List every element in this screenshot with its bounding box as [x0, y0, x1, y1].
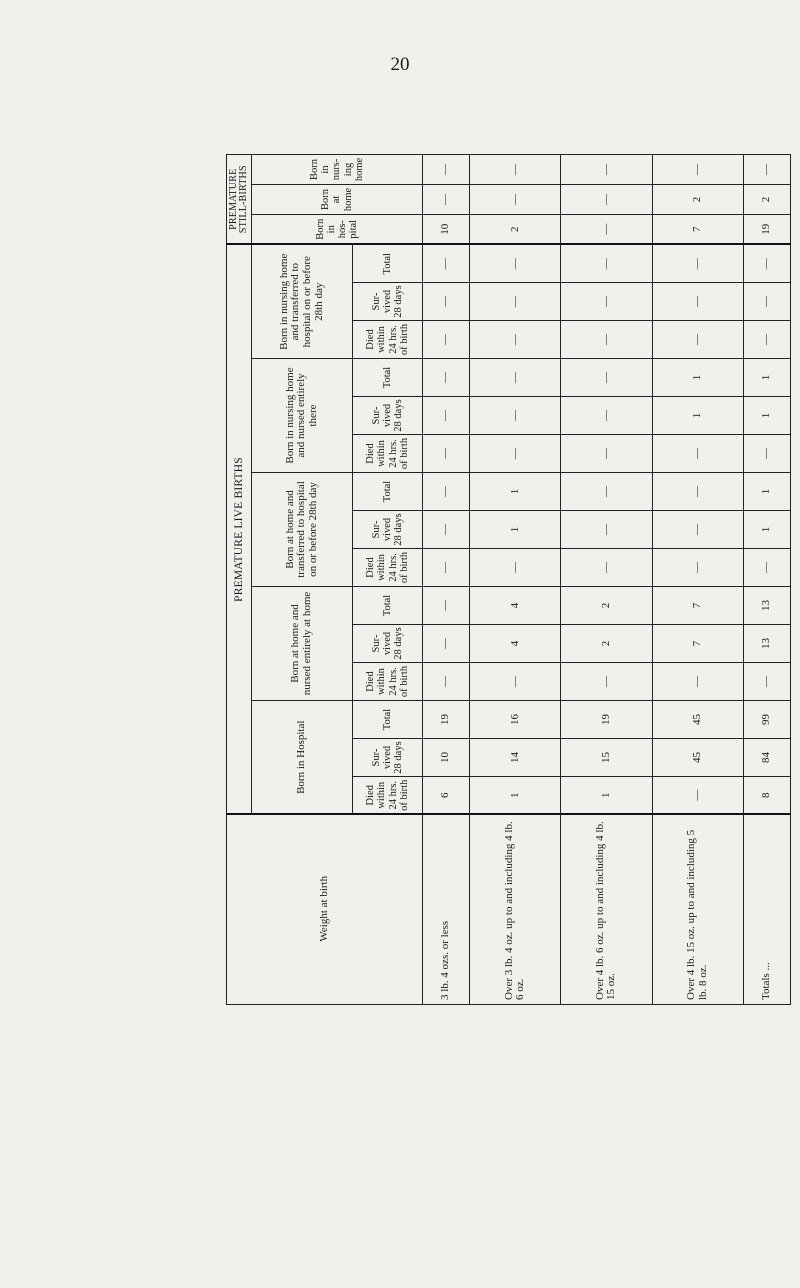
cell-nh-2: 1 [652, 359, 743, 397]
cell-home-1: 7 [652, 625, 743, 663]
cell-home_tr-1: 1 [743, 511, 790, 549]
premature-births-table [226, 154, 791, 1005]
cell-home-2: 2 [561, 587, 652, 625]
cell-home-0: — [561, 663, 652, 701]
cell-home-1: — [423, 625, 470, 663]
cell-nh_tr-1: — [423, 283, 470, 321]
cell-hosp-2: 16 [470, 701, 561, 739]
cell-home_tr-2: 1 [470, 473, 561, 511]
cell-hosp-0: 1 [470, 777, 561, 815]
cell-nh-1: — [561, 397, 652, 435]
col-total: Total [353, 587, 423, 625]
weight-at-birth-header: Weight at birth [227, 815, 423, 1005]
cell-nh_tr-1: — [652, 283, 743, 321]
cell-nh_tr-2: — [423, 244, 470, 282]
cell-nh_tr-1: — [743, 283, 790, 321]
cell-home_tr-0: — [652, 549, 743, 587]
cell-home-2: — [423, 587, 470, 625]
cell-nh_tr-0: — [561, 321, 652, 359]
cell-hosp-1: 84 [743, 739, 790, 777]
cell-nh_tr-0: — [470, 321, 561, 359]
cell-home_tr-2: — [561, 473, 652, 511]
cell-still-2: — [470, 154, 561, 184]
page-number: 20 [390, 54, 410, 75]
cell-home_tr-1: — [561, 511, 652, 549]
header-row-1 [227, 154, 252, 1004]
subgroup-home-nursed-at-home: Born at home and nursed entirely at home [252, 587, 353, 701]
cell-home-0: — [743, 663, 790, 701]
cell-nh-1: — [423, 397, 470, 435]
cell-hosp-1: 15 [561, 739, 652, 777]
cell-nh-0: — [470, 435, 561, 473]
cell-still-0: 2 [470, 214, 561, 244]
cell-still-0: 19 [743, 214, 790, 244]
cell-hosp-1: 45 [652, 739, 743, 777]
cell-hosp-0: 6 [423, 777, 470, 815]
cell-nh_tr-0: — [652, 321, 743, 359]
cell-still-2: — [743, 154, 790, 184]
cell-nh-1: — [470, 397, 561, 435]
totals-row [743, 154, 790, 1004]
cell-home-0: — [423, 663, 470, 701]
subgroup-nursing-home-nursed: Born in nursing home and nursed entirely there [252, 359, 353, 473]
cell-still-2: — [561, 154, 652, 184]
cell-hosp-1: 10 [423, 739, 470, 777]
cell-hosp-1: 14 [470, 739, 561, 777]
cell-nh_tr-0: — [743, 321, 790, 359]
cell-home-2: 13 [743, 587, 790, 625]
col-survived-28d: Sur-vived 28 days [353, 511, 423, 549]
still-col-born-at-home: Born at home [252, 184, 423, 214]
cell-nh_tr-2: — [470, 244, 561, 282]
col-died-24h: Died within 24 hrs. of birth [353, 321, 423, 359]
col-died-24h: Died within 24 hrs. of birth [353, 777, 423, 815]
cell-home_tr-0: — [743, 549, 790, 587]
still-births-group-header: PREMATURE STILL-BIRTHS [227, 154, 252, 244]
table-row [652, 154, 743, 1004]
rotated-table-container [226, 157, 791, 1005]
cell-home_tr-1: — [652, 511, 743, 549]
cell-home-1: 4 [470, 625, 561, 663]
cell-nh_tr-2: — [743, 244, 790, 282]
cell-still-1: — [561, 184, 652, 214]
cell-hosp-2: 45 [652, 701, 743, 739]
cell-still-0: — [561, 214, 652, 244]
col-total: Total [353, 701, 423, 739]
cell-nh-0: — [743, 435, 790, 473]
cell-still-2: — [423, 154, 470, 184]
still-col-born-in-nursing-home: Born in nurs-ing home [252, 154, 423, 184]
col-survived-28d: Sur-vived 28 days [353, 283, 423, 321]
cell-nh_tr-1: — [470, 283, 561, 321]
cell-home-1: 13 [743, 625, 790, 663]
cell-home_tr-0: — [470, 549, 561, 587]
col-died-24h: Died within 24 hrs. of birth [353, 663, 423, 701]
col-survived-28d: Sur-vived 28 days [353, 397, 423, 435]
cell-nh_tr-2: — [561, 244, 652, 282]
weight-label: Over 4 lb. 15 oz. up to and including 5 lb. 8 oz. [652, 815, 743, 1005]
col-total: Total [353, 473, 423, 511]
col-died-24h: Died within 24 hrs. of birth [353, 549, 423, 587]
cell-hosp-2: 19 [423, 701, 470, 739]
col-survived-28d: Sur-vived 28 days [353, 625, 423, 663]
cell-still-1: 2 [652, 184, 743, 214]
weight-label: Over 4 lb. 6 oz. up to and including 4 lb. 15 oz. [561, 815, 652, 1005]
col-survived-28d: Sur-vived 28 days [353, 739, 423, 777]
col-total: Total [353, 244, 423, 282]
cell-nh_tr-0: — [423, 321, 470, 359]
cell-nh_tr-2: — [652, 244, 743, 282]
cell-nh_tr-1: — [561, 283, 652, 321]
table-row [561, 154, 652, 1004]
cell-home_tr-2: — [423, 473, 470, 511]
cell-nh-0: — [561, 435, 652, 473]
cell-still-1: — [423, 184, 470, 214]
cell-still-0: 10 [423, 214, 470, 244]
col-died-24h: Died within 24 hrs. of birth [353, 435, 423, 473]
cell-home_tr-1: — [423, 511, 470, 549]
subgroup-home-transferred: Born at home and transferred to hospital on or before 28th day [252, 473, 353, 587]
cell-still-1: — [470, 184, 561, 214]
cell-nh-2: — [423, 359, 470, 397]
subgroup-born-in-hospital: Born in Hospital [252, 701, 353, 815]
cell-still-1: 2 [743, 184, 790, 214]
cell-home_tr-2: — [652, 473, 743, 511]
cell-nh-1: 1 [652, 397, 743, 435]
cell-nh-1: 1 [743, 397, 790, 435]
weight-label: Totals ... [743, 815, 790, 1005]
cell-hosp-2: 99 [743, 701, 790, 739]
cell-still-0: 7 [652, 214, 743, 244]
col-total: Total [353, 359, 423, 397]
cell-home-2: 4 [470, 587, 561, 625]
subgroup-nursing-home-transferred: Born in nursing home and transferred to hospital on or before 28th day [252, 244, 353, 358]
cell-home_tr-0: — [561, 549, 652, 587]
cell-home-0: — [470, 663, 561, 701]
still-col-born-in-hospital: Born in hos-pital [252, 214, 423, 244]
live-births-group-header: PREMATURE LIVE BIRTHS [227, 244, 252, 814]
cell-home-0: — [652, 663, 743, 701]
cell-still-2: — [652, 154, 743, 184]
table-row [423, 154, 470, 1004]
cell-home_tr-2: 1 [743, 473, 790, 511]
table-body [423, 154, 791, 1004]
cell-nh-2: — [561, 359, 652, 397]
cell-nh-0: — [652, 435, 743, 473]
weight-label: Over 3 lb. 4 oz. up to and including 4 lb. 6 oz. [470, 815, 561, 1005]
cell-hosp-0: — [652, 777, 743, 815]
cell-hosp-0: 8 [743, 777, 790, 815]
cell-hosp-0: 1 [561, 777, 652, 815]
cell-nh-2: 1 [743, 359, 790, 397]
cell-nh-2: — [470, 359, 561, 397]
cell-home-1: 2 [561, 625, 652, 663]
cell-nh-0: — [423, 435, 470, 473]
table-row [470, 154, 561, 1004]
weight-label: 3 lb. 4 ozs. or less [423, 815, 470, 1005]
cell-home_tr-1: 1 [470, 511, 561, 549]
cell-hosp-2: 19 [561, 701, 652, 739]
cell-home_tr-0: — [423, 549, 470, 587]
cell-home-2: 7 [652, 587, 743, 625]
